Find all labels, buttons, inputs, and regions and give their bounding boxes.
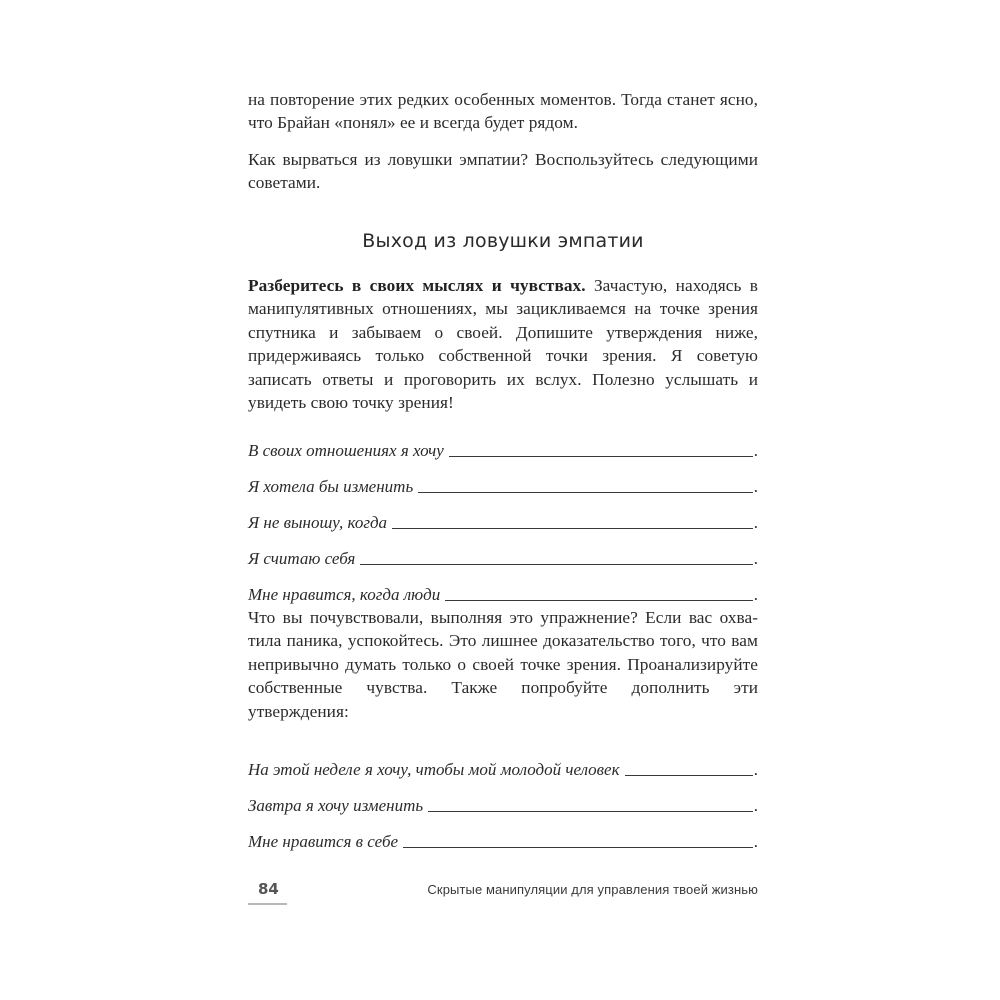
fill-in-list-2 [248, 745, 758, 853]
fill-in-statement [248, 462, 758, 498]
answer-blank[interactable] [418, 475, 753, 493]
statement-label: Я хотела бы изменить [248, 477, 414, 496]
statement-end: . [753, 832, 758, 851]
statement-label: Я не выношу, когда [248, 513, 388, 532]
statement-end: . [753, 477, 758, 496]
fill-in-statement [248, 498, 758, 534]
answer-blank[interactable] [428, 794, 753, 812]
fill-in-statement [248, 781, 758, 817]
paragraph-exercise-intro [248, 274, 758, 414]
statement-label: Мне нравится, когда люди [248, 585, 441, 604]
answer-blank[interactable] [445, 583, 753, 601]
paragraph-question: Как вырваться из ловушки эмпатии? Воспользуйтесь следующими советами. [248, 150, 758, 193]
page-number-underline [248, 903, 287, 905]
answer-blank[interactable] [392, 511, 753, 529]
fill-in-statement [248, 817, 758, 853]
page-number: 84 [258, 880, 279, 898]
section-heading: Выход из ловушки эмпатии [362, 230, 644, 252]
answer-blank[interactable] [449, 439, 753, 457]
statement-label: На этой неделе я хочу, чтобы мой молодой человек [248, 760, 620, 779]
fill-in-statement [248, 570, 758, 606]
statement-label: Завтра я хочу изменить [248, 796, 424, 815]
statement-end: . [753, 441, 758, 460]
statement-end: . [753, 585, 758, 604]
statement-label: Мне нравится в себе [248, 832, 399, 851]
statement-end: . [753, 760, 758, 779]
statement-end: . [753, 549, 758, 568]
statement-label: В своих отношениях я хочу [248, 441, 444, 460]
paragraph-intro-continuation: на повторение этих редких особенных моментов. Тогда станет ясно, что Брайан «понял» ее и всегда будет рядом. [248, 90, 758, 133]
statement-label: Я считаю себя [248, 549, 356, 568]
answer-blank[interactable] [360, 547, 753, 565]
exercise-lead-bold: Разберитесь в своих мыслях и чувствах. [248, 276, 586, 295]
answer-blank[interactable] [403, 830, 753, 848]
statement-end: . [753, 796, 758, 815]
fill-in-statement [248, 745, 758, 781]
statement-end: . [753, 513, 758, 532]
exercise-lead-text: Зачастую, находясь в манипулятивных отношениях, мы зацикливаемся на точке зрения спутника и забываем о своей. Допишите утверждения ниже, придерживаясь только собственной точки зрения. Я советую записать ответы и проговорить их вслух. Полезно услышать и увидеть свою точку зрения! [248, 276, 758, 413]
page-footer [248, 878, 758, 908]
paragraph-reflection: Что вы почувствовали, выполняя это упражнение? Если вас охватила паника, успокойтесь. Это лишнее доказательство того, что вам непривычно думать только о своей точке зрения. Проанализируйте собственные чувства. Также попробуйте дополнить эти утверждения: [248, 608, 758, 721]
running-title: Скрытые манипуляции для управления твоей жизнью [427, 882, 758, 897]
answer-blank[interactable] [625, 758, 753, 776]
fill-in-statement [248, 426, 758, 462]
fill-in-statement [248, 534, 758, 570]
fill-in-list-1 [248, 426, 758, 606]
